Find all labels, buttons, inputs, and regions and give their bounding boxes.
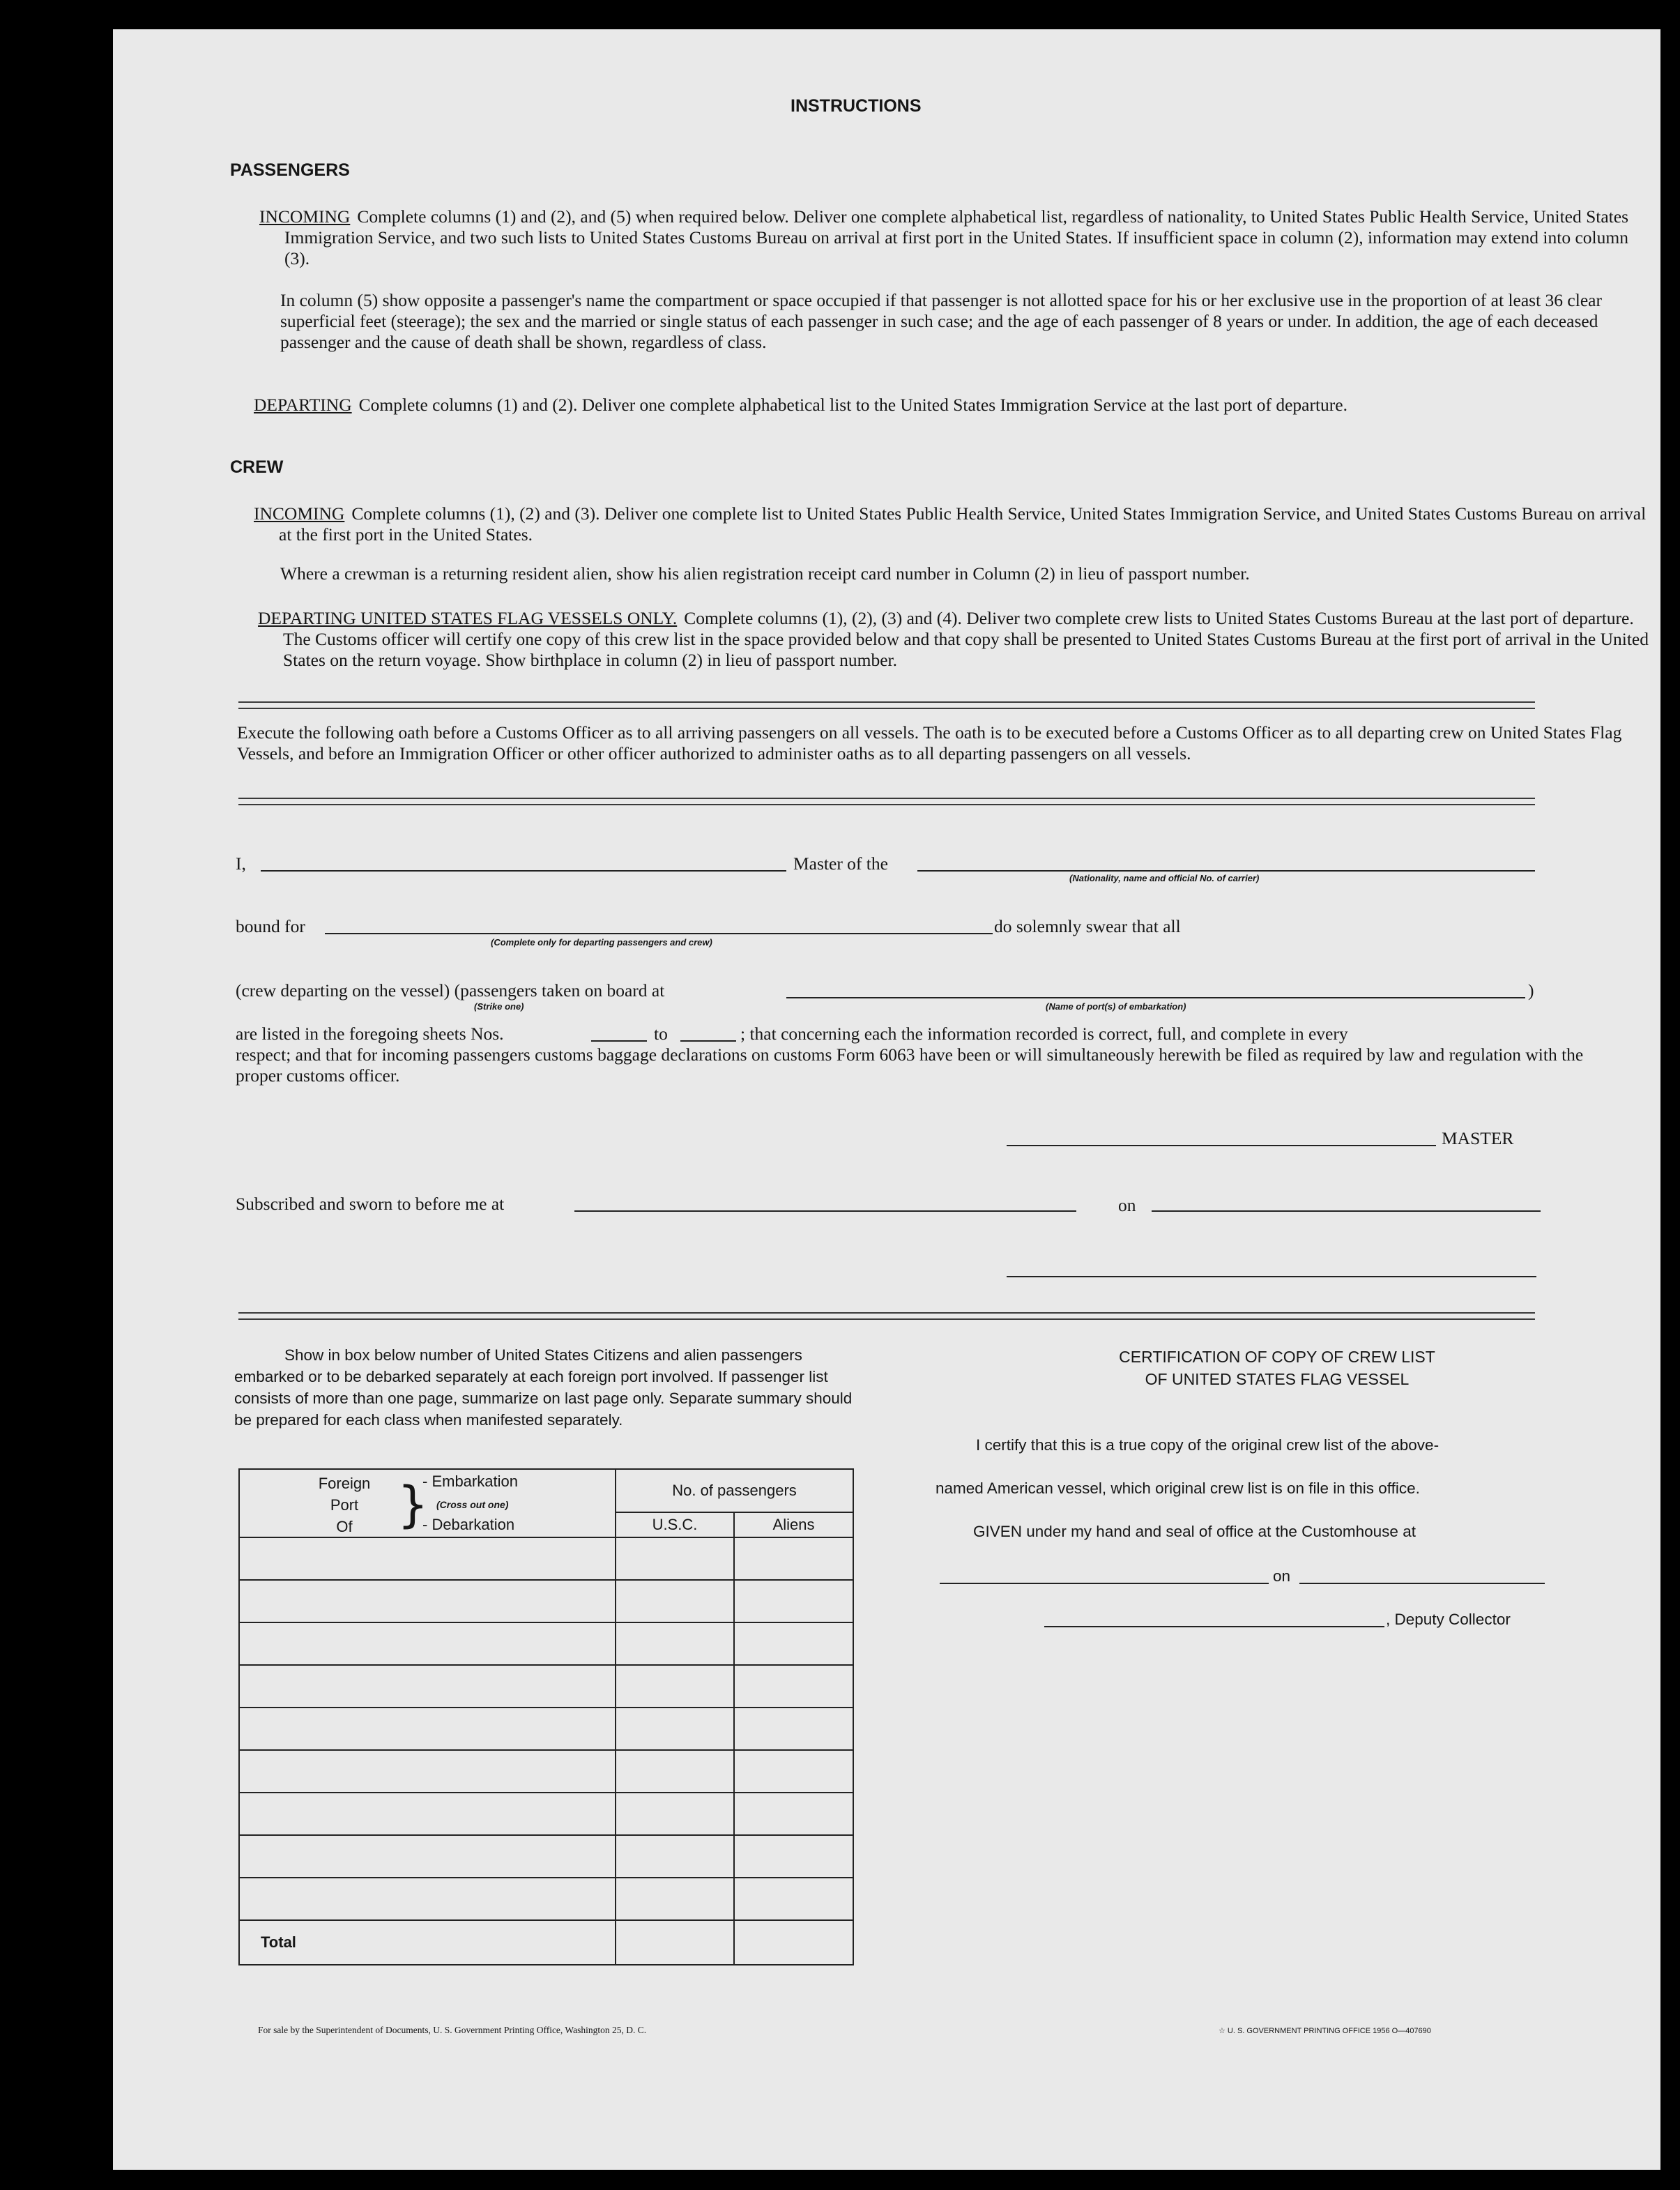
certify-on-label: on <box>1273 1567 1291 1585</box>
usc-cell[interactable] <box>616 1708 734 1750</box>
crew-incoming-text: Complete columns (1), (2) and (3). Deliver one complete list to United States Public Health Service, United States Immigration Service, and United States Customs Bureau on arrival at the first port in the United States. <box>279 503 1647 545</box>
deputy-collector-signature-field[interactable] <box>1044 1626 1384 1627</box>
aliens-header: Aliens <box>734 1512 853 1537</box>
bound-for-label: bound for <box>236 916 305 936</box>
total-label: Total <box>239 1920 616 1965</box>
listed-rest: respect; and that for incoming passengers customs baggage declarations on customs Form 6063 have been or will simultaneously herewith be filed as required by law and regulation with the proper customs officer. <box>236 1044 1584 1086</box>
officer-signature-field[interactable] <box>1007 1276 1536 1277</box>
deputy-collector-label: , Deputy Collector <box>1386 1611 1511 1628</box>
port-cell[interactable] <box>239 1708 616 1750</box>
port-hint: (Name of port(s) of embarkation) <box>1046 1001 1186 1012</box>
master-label: MASTER <box>1442 1128 1514 1148</box>
aliens-cell[interactable] <box>734 1835 853 1878</box>
crew-incoming <box>254 503 1651 545</box>
aliens-cell[interactable] <box>734 1793 853 1835</box>
embarkation-label: - Embarkation <box>422 1473 518 1490</box>
master-of-the-label: Master of the <box>793 853 888 874</box>
usc-cell[interactable] <box>616 1580 734 1622</box>
port-cell[interactable] <box>239 1835 616 1878</box>
aliens-cell[interactable] <box>734 1537 853 1580</box>
customhouse-field[interactable] <box>940 1583 1269 1584</box>
summary-instruction: Show in box below number of United States Citizens and alien passengers embarked or to be debarked separately at each foreign port involved. If passenger list consists of more than one page, summarize on last page only. Separate summary should be prepared for each class when manifested separately. <box>234 1346 853 1429</box>
crew-resident: Where a crewman is a returning resident alien, show his alien registration receipt card number in Column (2) in lieu of passport number. <box>280 563 1250 584</box>
of-label: Of <box>336 1518 353 1535</box>
certification-title <box>1047 1346 1507 1390</box>
crew-departing-label: (crew departing on the vessel) (passengers taken on board at <box>236 980 665 1001</box>
sworn-date-field[interactable] <box>1152 1210 1541 1212</box>
passengers-column5: In column (5) show opposite a passenger's name the compartment or space occupied if that passenger is not allotted space for his or her exclusive use in the proportion of at least 36 clear superficial feet (steerage); the sex and the married or single status of each passenger in such case; and the age of each passenger of 8 years or under. In addition, the age of each deceased passenger and the cause of death shall be shown, regardless of class. <box>280 290 1602 352</box>
sheet-from-field[interactable] <box>591 1040 647 1042</box>
passengers-departing-text: Complete columns (1) and (2). Deliver one complete alphabetical list to the United States Immigration Service at the last port of departure. <box>358 395 1347 415</box>
nationality-hint: (Nationality, name and official No. of carrier) <box>1069 873 1260 883</box>
oath-instruction: Execute the following oath before a Customs Officer as to all arriving passengers on all vessels. The oath is to be executed before a Customs Officer as to all departing crew on United States Flag Vessels, and before an Immigration Officer or other officer authorized to administer oaths as to all departing passengers on all vessels. <box>237 722 1622 763</box>
certify-line-3: GIVEN under my hand and seal of office at the Customhouse at <box>973 1523 1416 1540</box>
master-name-field[interactable] <box>261 870 786 872</box>
listed-to-label: to <box>654 1024 668 1044</box>
listed-label: are listed in the foregoing sheets Nos. <box>236 1024 504 1044</box>
sheet-to-field[interactable] <box>680 1040 736 1042</box>
usc-cell[interactable] <box>616 1665 734 1708</box>
port-cell[interactable] <box>239 1622 616 1665</box>
cross-out-hint: (Cross out one) <box>436 1499 509 1510</box>
aliens-cell[interactable] <box>734 1665 853 1708</box>
passengers-incoming-text: Complete columns (1) and (2), and (5) when required below. Deliver one complete alphabetical list, regardless of nationality, to United States Public Health Service, United States Immigration Service, and two such lists to United States Customs Bureau on arrival at first port in the United States. If insufficient space in column (2), information may extend into column (3). <box>284 206 1629 268</box>
brace-icon: } <box>397 1476 429 1533</box>
foreign-port-header <box>239 1469 616 1537</box>
close-paren: ) <box>1528 980 1534 1001</box>
crew-departing-text: Complete columns (1), (2), (3) and (4). Deliver two complete crew lists to United States Customs Bureau at the last port of departure. The Customs officer will certify one copy of this crew list in the space provided below and that copy shall be presented to United States Customs Bureau at the first port of arrival in the United States on the return voyage. Show birthplace in column (2) in lieu of passport number. <box>283 608 1649 670</box>
sworn-at-field[interactable] <box>574 1210 1076 1212</box>
passenger-summary-table <box>238 1468 854 1965</box>
crew-heading: CREW <box>230 457 284 477</box>
passengers-incoming <box>259 206 1651 269</box>
oath-i-label: I, <box>236 853 246 874</box>
aliens-cell[interactable] <box>734 1750 853 1793</box>
aliens-total-cell[interactable] <box>734 1920 853 1965</box>
form-page <box>113 29 1660 2170</box>
solemnly-label: do solemnly swear that all <box>994 916 1181 936</box>
passengers-departing <box>254 395 1651 416</box>
port-label: Port <box>330 1496 359 1514</box>
listed-text: ; that concerning each the information recorded is correct, full, and complete in every <box>740 1024 1348 1044</box>
certify-line-1: I certify that this is a true copy of the original crew list of the above- <box>976 1436 1440 1454</box>
passengers-incoming-label: INCOMING <box>259 206 351 227</box>
aliens-cell[interactable] <box>734 1622 853 1665</box>
crew-incoming-label: INCOMING <box>254 503 345 524</box>
divider <box>238 701 1535 709</box>
debarkation-label: - Debarkation <box>422 1516 515 1533</box>
port-embarkation-field[interactable] <box>786 997 1525 998</box>
usc-cell[interactable] <box>616 1537 734 1580</box>
bound-for-field[interactable] <box>325 933 993 934</box>
crew-departing <box>258 608 1651 671</box>
port-cell[interactable] <box>239 1750 616 1793</box>
aliens-cell[interactable] <box>734 1580 853 1622</box>
crew-departing-label: DEPARTING UNITED STATES FLAG VESSELS ONLY. <box>258 608 678 628</box>
certification-title-1: CERTIFICATION OF COPY OF CREW LIST <box>1119 1348 1435 1366</box>
usc-cell[interactable] <box>616 1622 734 1665</box>
aliens-cell[interactable] <box>734 1708 853 1750</box>
sworn-on-label: on <box>1118 1195 1136 1215</box>
subscribed-label: Subscribed and sworn to before me at <box>236 1194 505 1214</box>
divider <box>238 798 1535 805</box>
bound-hint: (Complete only for departing passengers and crew) <box>491 937 712 948</box>
aliens-cell[interactable] <box>734 1878 853 1920</box>
page-title: INSTRUCTIONS <box>791 96 922 116</box>
certify-line-2: named American vessel, which original crew list is on file in this office. <box>936 1480 1420 1497</box>
usc-cell[interactable] <box>616 1793 734 1835</box>
usc-total-cell[interactable] <box>616 1920 734 1965</box>
master-signature-field[interactable] <box>1007 1145 1436 1146</box>
port-cell[interactable] <box>239 1878 616 1920</box>
usc-cell[interactable] <box>616 1878 734 1920</box>
passengers-departing-label: DEPARTING <box>254 395 352 415</box>
port-cell[interactable] <box>239 1537 616 1580</box>
footer-left: For sale by the Superintendent of Documents, U. S. Government Printing Office, Washington 25, D. C. <box>258 2025 647 2035</box>
usc-cell[interactable] <box>616 1750 734 1793</box>
no-of-passengers-header: No. of passengers <box>616 1469 853 1512</box>
passengers-heading: PASSENGERS <box>230 160 350 180</box>
foreign-label: Foreign <box>318 1475 371 1492</box>
certify-date-field[interactable] <box>1299 1583 1545 1584</box>
footer-right: ☆ U. S. GOVERNMENT PRINTING OFFICE 1956 O—407690 <box>1219 2027 1431 2035</box>
strike-hint: (Strike one) <box>474 1001 524 1012</box>
certification-title-2: OF UNITED STATES FLAG VESSEL <box>1145 1370 1410 1388</box>
divider <box>238 1312 1535 1320</box>
usc-header: U.S.C. <box>616 1512 734 1537</box>
port-cell[interactable] <box>239 1580 616 1622</box>
port-cell[interactable] <box>239 1665 616 1708</box>
carrier-field[interactable] <box>917 870 1535 872</box>
port-cell[interactable] <box>239 1793 616 1835</box>
usc-cell[interactable] <box>616 1835 734 1878</box>
